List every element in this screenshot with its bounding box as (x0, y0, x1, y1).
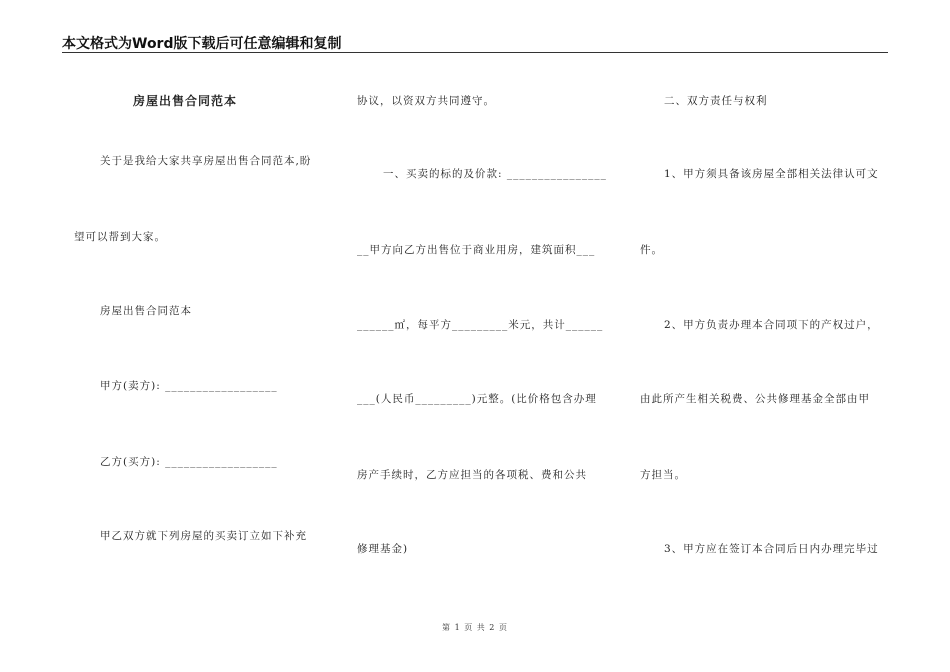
paragraph-line: 方担当。 (640, 469, 686, 481)
clause-heading: 一、买卖的标的及价款: ________________ (383, 168, 607, 180)
paragraph-line: __甲方向乙方出售位于商业用房，建筑面积___ (357, 244, 596, 256)
document-header: 本文格式为Word版下载后可任意编辑和复制 (62, 36, 342, 52)
paragraph-line: 修理基金) (357, 543, 409, 555)
paragraph-line: ___(人民币_________)元整。(比价格包含办理 (357, 393, 597, 405)
page-number: 第 1 页 共 2 页 (442, 623, 508, 632)
paragraph-line: 协议，以资双方共同遵守。 (357, 95, 495, 107)
paragraph-line: 1、甲方须具备该房屋全部相关法律认可文 (664, 168, 879, 180)
header-rule (62, 52, 888, 53)
paragraph-line: 2、甲方负责办理本合同项下的产权过户， (664, 319, 879, 331)
paragraph-line: 3、甲方应在签订本合同后日内办理完毕过 (664, 543, 879, 555)
paragraph-line: 望可以帮到大家。 (74, 231, 166, 243)
paragraph-line: 关于是我给大家共享房屋出售合同范本,盼 (100, 155, 312, 167)
party-a-line: 甲方(卖方): __________________ (100, 380, 278, 392)
paragraph-line: 甲乙双方就下列房屋的买卖订立如下补充 (100, 530, 307, 542)
section-title: 房屋出售合同范本 (100, 305, 192, 317)
paragraph-line: 房产手续时，乙方应担当的各项税、费和公共 (357, 469, 587, 481)
section-heading: 二、双方责任与权利 (664, 95, 768, 107)
paragraph-line: 件。 (640, 244, 663, 256)
paragraph-line: 由此所产生相关税费、公共修理基金全部由甲 (640, 393, 870, 405)
paragraph-line: ______㎡，每平方_________米元，共计______ (357, 319, 604, 331)
document-title: 房屋出售合同范本 (133, 94, 238, 108)
party-b-line: 乙方(买方): __________________ (100, 456, 278, 468)
